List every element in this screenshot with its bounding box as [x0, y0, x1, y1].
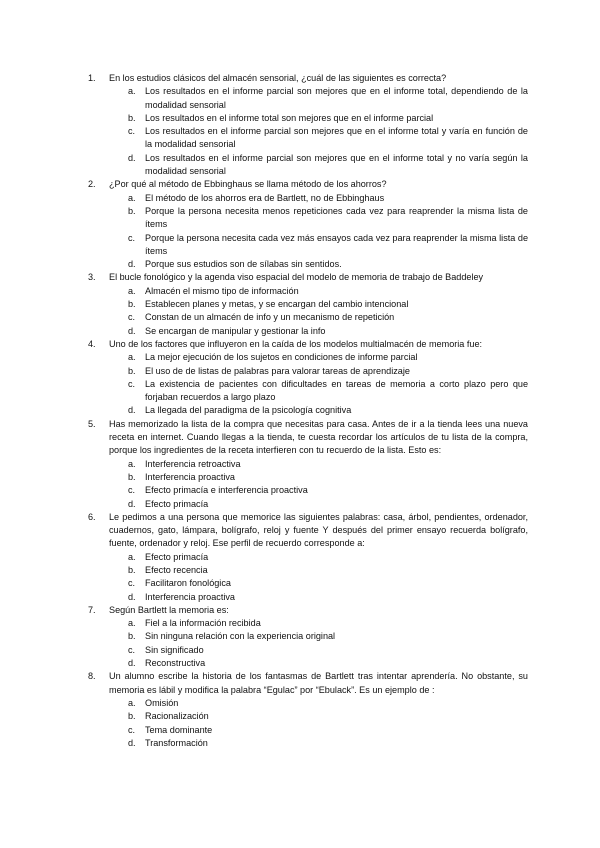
answer-option: [109, 192, 528, 205]
question-number: 7.: [88, 604, 96, 615]
option-letter: b.: [128, 112, 136, 123]
option-text: Interferencia proactiva: [145, 591, 235, 602]
option-text: Efecto recencia: [145, 564, 208, 575]
option-letter: a.: [128, 697, 136, 708]
answer-option: [109, 298, 528, 311]
option-text: La mejor ejecución de los sujetos en condiciones de informe parcial: [145, 352, 418, 363]
answer-option: [109, 617, 528, 630]
option-letter: d.: [128, 658, 136, 669]
answer-option: [109, 112, 528, 125]
option-letter: d.: [128, 325, 136, 336]
option-text: El método de los ahorros era de Bartlett, no de Ebbinghaus: [145, 192, 385, 203]
answer-option: [109, 85, 528, 112]
question-item: [88, 72, 528, 178]
answer-option: [109, 311, 528, 324]
option-text: La existencia de pacientes con dificultades en tareas de memoria a corto plazo pero que forjaban recuerdos a largo plazo: [145, 378, 528, 403]
answer-option: [109, 404, 528, 417]
answer-option: [109, 577, 528, 590]
question-item: [88, 271, 528, 337]
option-list: [109, 617, 528, 670]
question-text: Le pedimos a una persona que memorice las siguientes palabras: casa, árbol, pendientes, ordenador, cuadernos, gato, lámpara, bolígrafo, reloj y fuente Y después del primer ensayo recuerda bolígrafo, fuente, ordenador y reloj. Ese perfil de recuerdo corresponde a:: [109, 511, 528, 549]
option-text: La llegada del paradigma de la psicología cognitiva: [145, 405, 352, 416]
question-item: [88, 670, 528, 750]
option-letter: d.: [128, 152, 136, 163]
option-letter: c.: [128, 126, 136, 137]
answer-option: [109, 710, 528, 723]
option-letter: a.: [128, 192, 136, 203]
question-list: [88, 72, 528, 750]
option-letter: b.: [128, 711, 136, 722]
answer-option: [109, 365, 528, 378]
option-text: Interferencia proactiva: [145, 471, 235, 482]
question-text: Según Bartlett la memoria es:: [109, 604, 229, 615]
answer-option: [109, 232, 528, 259]
option-text: Sin significado: [145, 644, 204, 655]
question-text: Uno de los factores que influyeron en la caída de los modelos multialmacén de memoria fue:: [109, 338, 483, 349]
question-number: 8.: [88, 671, 96, 682]
answer-option: [109, 378, 528, 405]
option-letter: b.: [128, 299, 136, 310]
question-number: 5.: [88, 418, 96, 429]
option-text: Transformación: [145, 737, 208, 748]
option-letter: d.: [128, 405, 136, 416]
option-text: Efecto primacía: [145, 551, 209, 562]
answer-option: [109, 737, 528, 750]
option-letter: a.: [128, 458, 136, 469]
answer-option: [109, 591, 528, 604]
answer-option: [109, 484, 528, 497]
answer-option: [109, 471, 528, 484]
answer-option: [109, 152, 528, 179]
option-text: Los resultados en el informe total son mejores que en el informe parcial: [145, 112, 434, 123]
option-letter: a.: [128, 618, 136, 629]
question-item: [88, 604, 528, 670]
option-text: Porque la persona necesita cada vez más ensayos cada vez para reaprender la misma lista de ítems: [145, 232, 528, 256]
answer-option: [109, 205, 528, 232]
question-item: [88, 338, 528, 418]
option-letter: a.: [128, 86, 136, 97]
answer-option: [109, 258, 528, 271]
option-letter: b.: [128, 471, 136, 482]
option-letter: d.: [128, 737, 136, 748]
option-text: Tema dominante: [145, 724, 213, 735]
option-letter: b.: [128, 631, 136, 642]
answer-option: [109, 498, 528, 511]
option-letter: b.: [128, 365, 136, 376]
option-letter: a.: [128, 551, 136, 562]
option-list: [109, 85, 528, 178]
option-text: Sin ninguna relación con la experiencia original: [145, 631, 336, 642]
option-text: Los resultados en el informe parcial son mejores que en el informe total y no varía según la modalidad sensorial: [145, 152, 528, 177]
option-letter: d.: [128, 498, 136, 509]
question-item: [88, 178, 528, 271]
option-text: Porque sus estudios son de sílabas sin sentidos.: [145, 259, 342, 270]
option-text: Constan de un almacén de info y un mecanismo de repetición: [145, 312, 395, 323]
option-letter: c.: [128, 724, 136, 735]
option-letter: b.: [128, 564, 136, 575]
question-text: Un alumno escribe la historia de los fantasmas de Bartlett tras intentar aprendería. No obstante, su memoria es lábil y modifica la palabra “Egulac” por “Ebulack”. Es un ejemplo de :: [109, 671, 528, 695]
question-number: 2.: [88, 179, 96, 190]
option-letter: d.: [128, 591, 136, 602]
option-list: [109, 285, 528, 338]
option-letter: a.: [128, 285, 136, 296]
option-letter: c.: [128, 232, 136, 243]
answer-option: [109, 697, 528, 710]
option-text: Establecen planes y metas, y se encargan del cambio intencional: [145, 299, 409, 310]
option-text: Fiel a la información recibida: [145, 618, 261, 629]
answer-option: [109, 458, 528, 471]
option-list: [109, 697, 528, 750]
option-text: Reconstructiva: [145, 658, 206, 669]
question-number: 3.: [88, 272, 96, 283]
option-text: Omisión: [145, 697, 179, 708]
option-text: Racionalización: [145, 711, 209, 722]
option-list: [109, 192, 528, 272]
option-letter: a.: [128, 352, 136, 363]
option-letter: c.: [128, 644, 136, 655]
option-text: Los resultados en el informe parcial son mejores que en el informe total y varía en función de la modalidad sensorial: [145, 126, 528, 150]
option-text: Se encargan de manipular y gestionar la info: [145, 325, 326, 336]
option-text: Almacén el mismo tipo de información: [145, 285, 299, 296]
option-letter: c.: [128, 578, 136, 589]
question-number: 1.: [88, 73, 96, 83]
option-text: Efecto primacía e interferencia proactiva: [145, 485, 308, 496]
option-list: [109, 458, 528, 511]
option-letter: c.: [128, 378, 136, 389]
option-text: Facilitaron fonológica: [145, 578, 231, 589]
option-text: Interferencia retroactiva: [145, 458, 241, 469]
option-list: [109, 351, 528, 417]
option-text: Porque la persona necesita menos repeticiones cada vez para reaprender la misma lista de ítems: [145, 205, 528, 230]
answer-option: [109, 351, 528, 364]
option-letter: b.: [128, 205, 136, 216]
question-number: 6.: [88, 511, 96, 522]
question-text: En los estudios clásicos del almacén sensorial, ¿cuál de las siguientes es correcta?: [109, 73, 447, 83]
question-text: El bucle fonológico y la agenda viso espacial del modelo de memoria de trabajo de Baddeley: [109, 272, 484, 283]
answer-option: [109, 644, 528, 657]
option-text: Los resultados en el informe parcial son mejores que en el informe total, dependiendo de la modalidad sensorial: [145, 86, 528, 110]
option-text: Efecto primacía: [145, 498, 209, 509]
answer-option: [109, 564, 528, 577]
question-item: [88, 511, 528, 604]
question-item: [88, 418, 528, 511]
option-letter: c.: [128, 485, 136, 496]
option-letter: c.: [128, 312, 136, 323]
answer-option: [109, 285, 528, 298]
answer-option: [109, 630, 528, 643]
question-number: 4.: [88, 338, 96, 349]
question-text: ¿Por qué al método de Ebbinghaus se llama método de los ahorros?: [109, 179, 387, 190]
option-text: El uso de de listas de palabras para valorar tareas de aprendizaje: [145, 365, 410, 376]
answer-option: [109, 657, 528, 670]
answer-option: [109, 724, 528, 737]
answer-option: [109, 325, 528, 338]
answer-option: [109, 551, 528, 564]
question-text: Has memorizado la lista de la compra que necesitas para casa. Antes de ir a la tienda lees una nueva receta en internet. Cuando llegas a la tienda, te cuesta recordar los artículos de tu lista de la compra, porque los ingredientes de la receta interfieren con tu recuerdo de la lista. Esto es:: [109, 418, 528, 456]
answer-option: [109, 125, 528, 152]
option-letter: d.: [128, 259, 136, 270]
option-list: [109, 551, 528, 604]
